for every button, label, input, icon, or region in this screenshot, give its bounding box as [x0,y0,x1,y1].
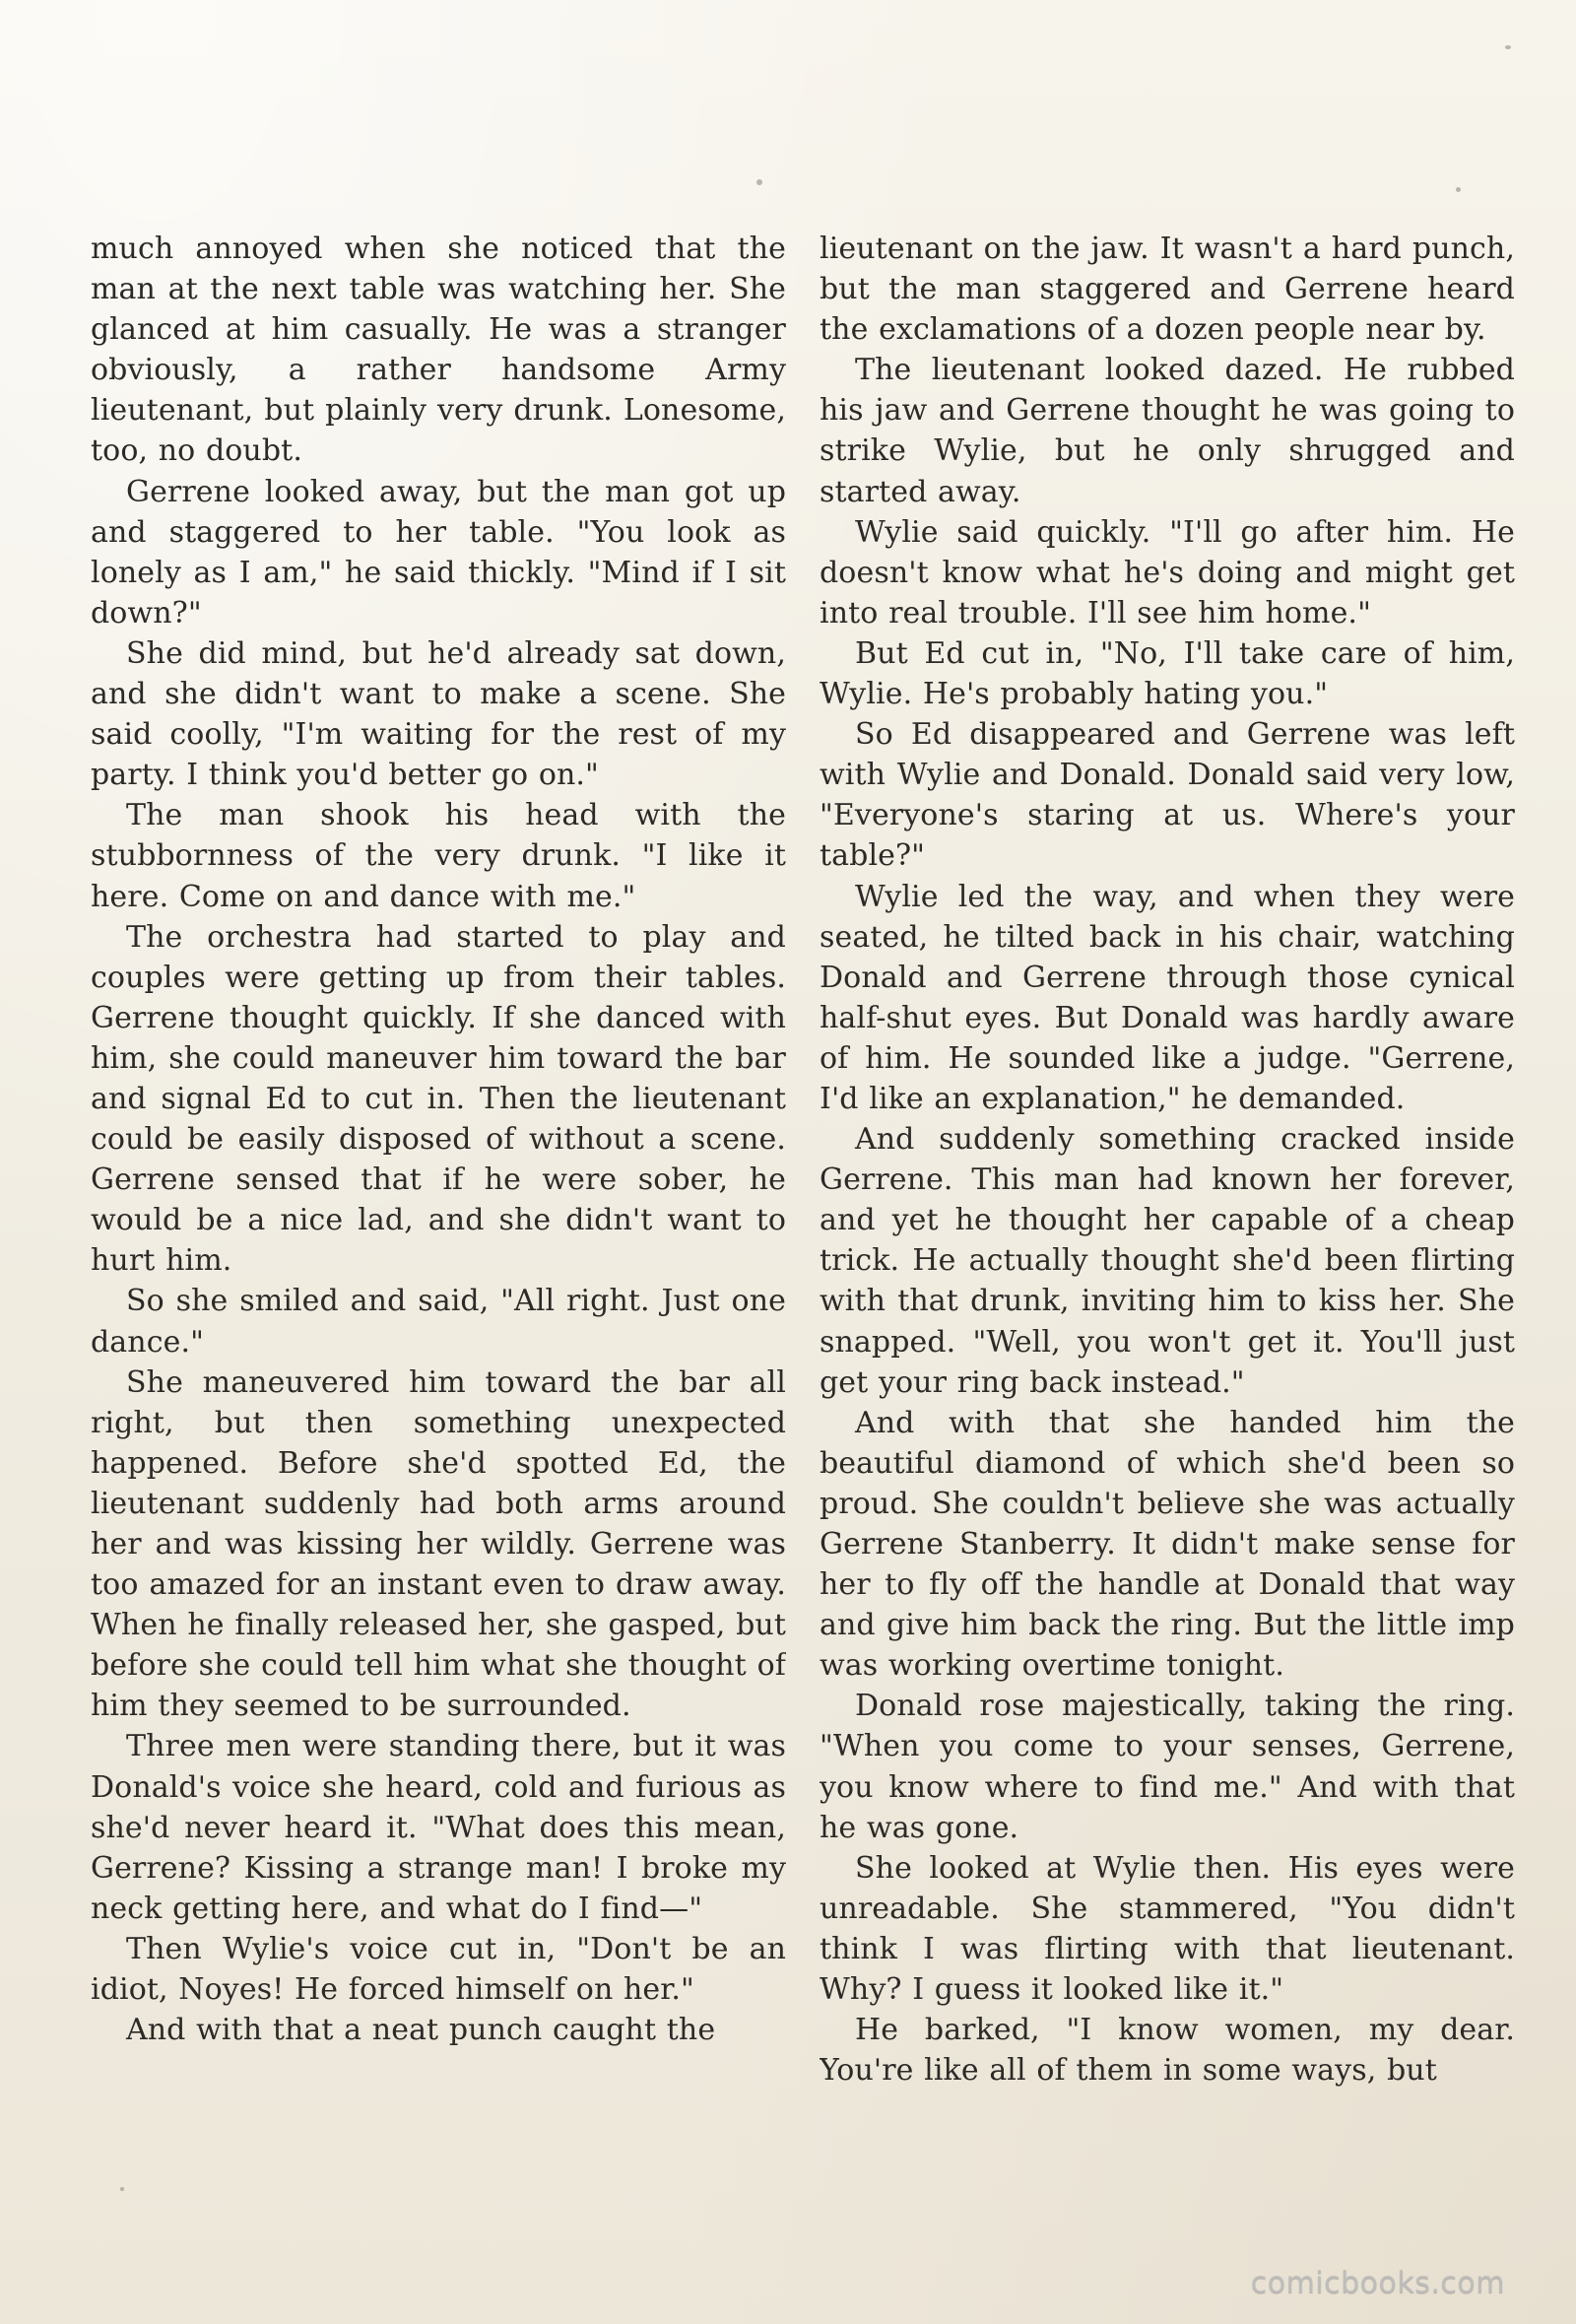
paragraph: much annoyed when she noticed that the man at the next table was watching her. She glanced at him casually. He was a stranger obviously, a rather handsome Army lieutenant, but plainly very drunk. Lonesome, too, no doubt. [91,232,786,469]
paper-speck [120,2187,124,2191]
paragraph: Three men were standing there, but it was Donald's voice she heard, cold and furious as she'd never heard it. "What does this mean, Gerrene? Kissing a strange man! I broke my neck getting here, and what do I find—" [91,1729,786,1926]
paragraph: The lieutenant looked dazed. He rubbed his jaw and Gerrene thought he was going to strike Wylie, but he only shrugged and started away. [820,353,1515,509]
paragraph: And suddenly something cracked inside Gerrene. This man had known her forever, and yet he thought her capable of a cheap trick. He actually thought she'd been flirting with that drunk, inviting him to kiss her. She snapped. "Well, you won't get it. You'll just get your ring back instead." [820,1122,1515,1400]
left-column [91,229,786,2159]
paragraph: Donald rose majestically, taking the ring. "When you come to your senses, Gerrene, you know where to find me." And with that he was gone. [820,1689,1515,1845]
paragraph: She maneuvered him toward the bar all right, but then something unexpected happened. Before she'd spotted Ed, the lieutenant suddenly had both arms around her and was kissing her wildly. Gerrene was too amazed for an instant even to draw away. When he finally released her, she gasped, but before she could tell him what she thought of him they seemed to be surrounded. [91,1364,786,1724]
paragraph: She did mind, but he'd already sat down, and she didn't want to make a scene. She said coolly, "I'm waiting for the rest of my party. I think you'd better go on." [91,635,786,793]
paper-speck [1456,187,1461,192]
paragraph: So she smiled and said, "All right. Just one dance." [91,1284,786,1360]
right-column [820,229,1515,2159]
paragraph: lieutenant on the jaw. It wasn't a hard punch, but the man staggered and Gerrene heard the exclamations of a dozen people near by. [820,232,1515,348]
paragraph: And with that a neat punch caught the [126,2013,716,2048]
paper-speck [1505,45,1511,49]
paragraph: The man shook his head with the stubbornness of the very drunk. "I like it here. Come on and dance with me." [91,798,786,914]
paper-speck [756,179,762,185]
paragraph: The orchestra had started to play and couples were getting up from their tables. Gerrene thought quickly. If she danced with him, she could maneuver him toward the bar and signal Ed to cut in. Then the lieutenant could be easily disposed of without a scene. Gerrene sensed that if he were sober, he would be a nice lad, and she didn't want to hurt him. [91,919,786,1279]
paragraph: Then Wylie's voice cut in, "Don't be an idiot, Noyes! He forced himself on her." [91,1931,786,2008]
paragraph: So Ed disappeared and Gerrene was left with Wylie and Donald. Donald said very low, "Everyone's staring at us. Where's your table?" [820,717,1515,874]
paragraph: But Ed cut in, "No, I'll take care of him, Wylie. He's probably hating you." [820,635,1515,712]
paragraph: And with that she handed him the beautiful diamond of which she'd been so proud. She couldn't believe she was actually Gerrene Stanberry. It didn't make sense for her to fly off the handle at Donald that way and give him back the ring. But the little imp was working overtime tonight. [820,1405,1515,1684]
paragraph: Gerrene looked away, but the man got up and staggered to her table. "You look as lonely as I am," he said thickly. "Mind if I sit down?" [91,474,786,631]
text-columns [91,229,1515,2159]
paragraph: Wylie led the way, and when they were seated, he tilted back in his chair, watching Donald and Gerrene through those cynical half-shut eyes. But Donald was hardly aware of him. He sounded like a judge. "Gerrene, I'd like an explanation," he demanded. [820,879,1515,1116]
watermark-text: comicbooks.com [1250,2266,1505,2300]
paragraph: She looked at Wylie then. His eyes were unreadable. She stammered, "You didn't think I was flirting with that lieutenant. Why? I guess it looked like it." [820,1850,1515,2008]
paragraph: He barked, "I know women, my dear. You're like all of them in some ways, but [820,2013,1515,2089]
paragraph: Wylie said quickly. "I'll go after him. He doesn't know what he's doing and might get into real trouble. I'll see him home." [820,514,1515,631]
